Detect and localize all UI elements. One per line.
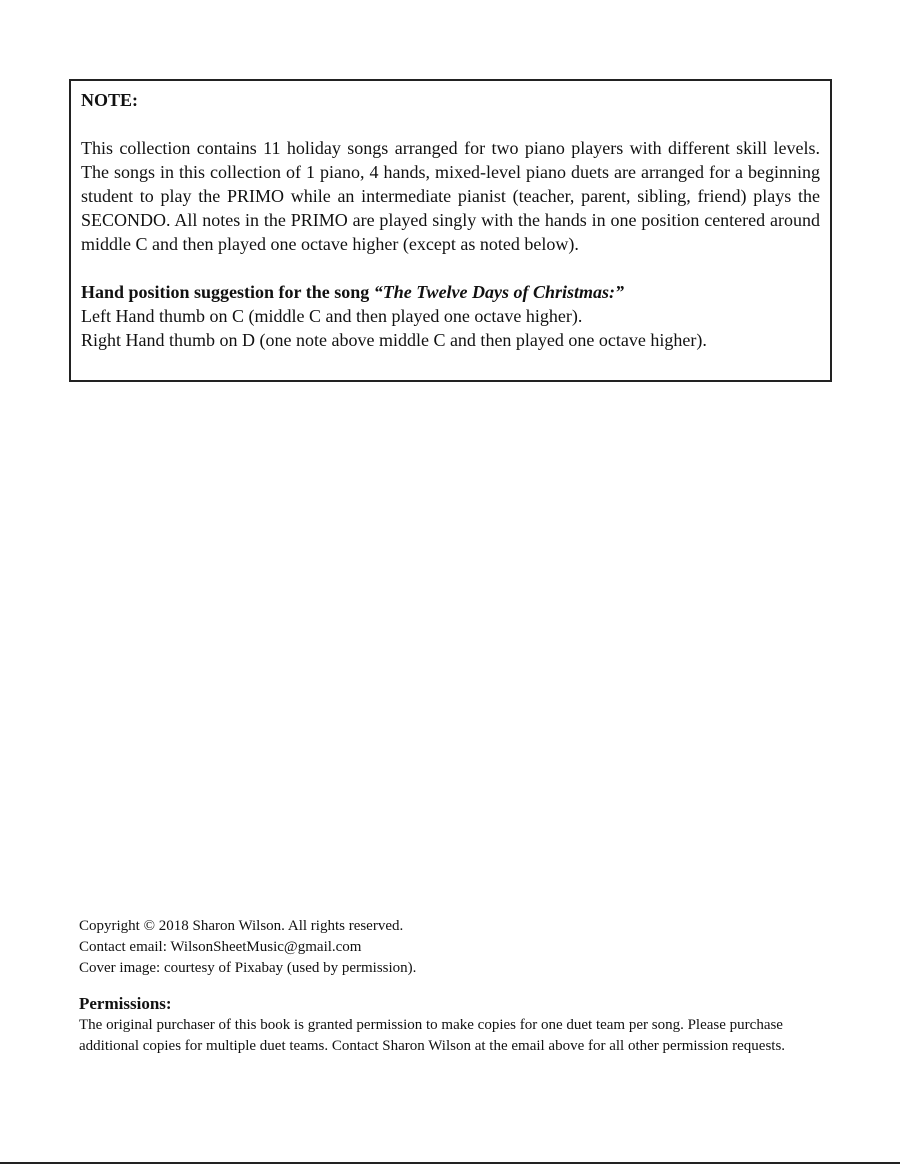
cover-credit-line: Cover image: courtesy of Pixabay (used by permission).: [79, 960, 417, 976]
permissions-heading: Permissions:: [79, 994, 172, 1013]
copyright-line: Copyright © 2018 Sharon Wilson. All rights reserved.: [79, 918, 404, 934]
hand-position-heading: [81, 280, 820, 304]
note-body: This collection contains 11 holiday songs arranged for two piano players with different skill levels. The songs in this collection of 1 piano, 4 hands, mixed-level piano duets are arranged for a beginning student to play the PRIMO while an intermediate pianist (teacher, parent, sibling, friend) plays the SECONDO. All notes in the PRIMO are played singly with the hands in one position centered around middle C and then played one octave higher (except as noted below).: [81, 138, 820, 254]
contact-line: Contact email: WilsonSheetMusic@gmail.com: [79, 939, 362, 955]
right-hand-line: Right Hand thumb on D (one note above middle C and then played one octave higher).: [81, 330, 707, 350]
note-box: [69, 79, 832, 382]
hand-heading-prefix: Hand position suggestion for the song: [81, 282, 374, 302]
left-hand-line: Left Hand thumb on C (middle C and then played one octave higher).: [81, 306, 583, 326]
note-heading: NOTE:: [81, 90, 139, 110]
footer: [79, 916, 819, 1057]
song-title: “The Twelve Days of Christmas:”: [373, 282, 625, 302]
permissions-body: The original purchaser of this book is granted permission to make copies for one duet team per song. Please purchase additional copies for multiple duet teams. Contact Sharon Wilson at the email above for all other permission requests.: [79, 1017, 786, 1054]
